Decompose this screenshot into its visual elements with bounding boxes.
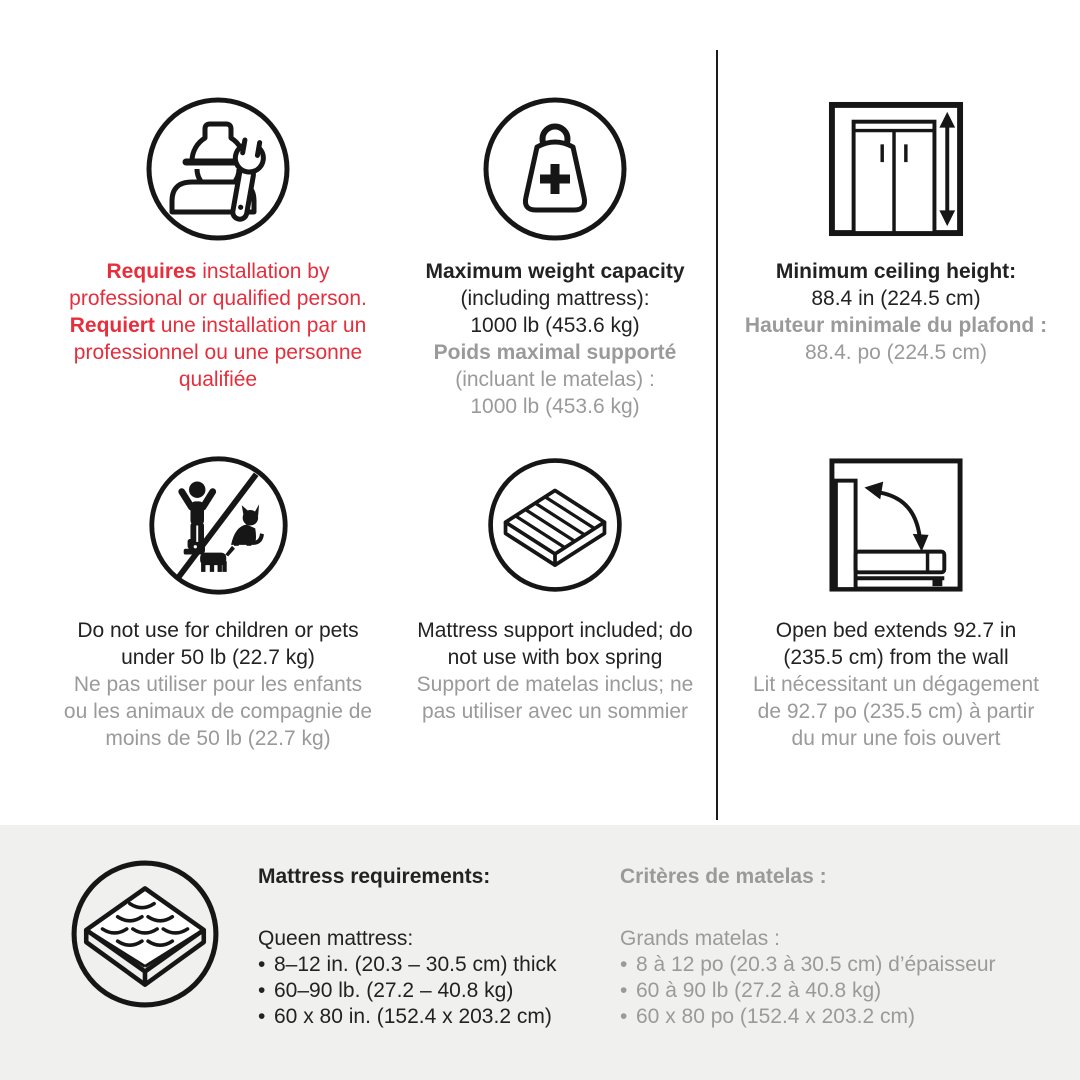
panel-open-bed bbox=[726, 455, 1066, 752]
children-text-fr-line1: Ne pas utiliser pour les enfants bbox=[73, 673, 363, 696]
support-text-fr-line1: Support de matelas inclus; ne bbox=[416, 673, 694, 696]
bullet-icon: • bbox=[258, 1005, 266, 1028]
weight-title-en: Maximum weight capacity bbox=[425, 260, 685, 283]
openbed-text-fr-line3: du mur une fois ouvert bbox=[791, 727, 1001, 750]
panel-no-children-pets bbox=[28, 455, 408, 752]
open-murphy-bed-icon bbox=[827, 455, 965, 595]
no-children-pets-icon bbox=[146, 455, 291, 595]
mattress-subtitle-fr: Grands matelas : bbox=[620, 927, 780, 950]
openbed-text-fr-line1: Lit nécessitant un dégagement bbox=[752, 673, 1040, 696]
install-text-fr-line2: professionnel ou une personne bbox=[73, 341, 363, 364]
panel-installation bbox=[28, 93, 408, 393]
bullet-icon: • bbox=[258, 953, 266, 976]
support-text-fr-line2: pas utiliser avec un sommier bbox=[421, 700, 689, 723]
openbed-text-fr-line2: de 92.7 po (235.5 cm) à partir bbox=[757, 700, 1035, 723]
weight-title-fr: Poids maximal supporté bbox=[433, 341, 677, 364]
ceiling-value-fr: 88.4. po (224.5 cm) bbox=[804, 341, 988, 364]
mattress-subtitle-en: Queen mattress: bbox=[258, 927, 414, 950]
worker-wrench-icon bbox=[143, 93, 293, 245]
panel-max-weight bbox=[385, 93, 725, 420]
children-text-fr-line2: ou les animaux de compagnie de bbox=[63, 700, 373, 723]
mattress-bullet-en-3: • 60 x 80 in. (152.4 x 203.2 cm) bbox=[258, 1005, 552, 1028]
openbed-text-en-line2: (235.5 cm) from the wall bbox=[783, 646, 1009, 669]
slat-platform-icon bbox=[485, 455, 625, 595]
mattress-icon bbox=[69, 858, 221, 1010]
panel-mattress-support bbox=[390, 455, 720, 725]
bullet-icon: • bbox=[620, 953, 628, 976]
mattress-bullet-fr-3: • 60 x 80 po (152.4 x 203.2 cm) bbox=[620, 1005, 915, 1028]
ceiling-value-en: 88.4 in (224.5 cm) bbox=[811, 287, 981, 310]
install-text-fr-line3: qualifiée bbox=[178, 368, 258, 391]
mattress-title-fr: Critères de matelas : bbox=[620, 865, 827, 888]
children-text-en-line1: Do not use for children or pets bbox=[77, 619, 359, 642]
ceiling-title-fr: Hauteur minimale du plafond : bbox=[744, 314, 1048, 337]
support-text-en-line1: Mattress support included; do bbox=[417, 619, 693, 642]
weight-value-fr: 1000 lb (453.6 kg) bbox=[470, 395, 640, 418]
bullet-icon: • bbox=[620, 1005, 628, 1028]
mattress-title-en: Mattress requirements: bbox=[258, 865, 491, 888]
weight-text-en-line2: (including mattress): bbox=[460, 287, 650, 310]
mattress-bullet-fr-2: • 60 à 90 lb (27.2 à 40.8 kg) bbox=[620, 979, 882, 1002]
bullet-icon: • bbox=[620, 979, 628, 1002]
children-text-fr-line3: moins de 50 lb (22.7 kg) bbox=[105, 727, 331, 750]
cabinet-height-arrow-icon bbox=[827, 93, 965, 245]
install-text-en-line1: Requires installation by bbox=[106, 260, 330, 283]
mattress-bullet-en-2: • 60–90 lb. (27.2 – 40.8 kg) bbox=[258, 979, 514, 1002]
mattress-bullet-en-1: • 8–12 in. (20.3 – 30.5 cm) thick bbox=[258, 953, 557, 976]
mattress-requirements-fr bbox=[620, 864, 996, 1030]
openbed-text-en-line1: Open bed extends 92.7 in bbox=[775, 619, 1017, 642]
ceiling-title-en: Minimum ceiling height: bbox=[775, 260, 1017, 283]
weight-text-fr-line2: (incluant le matelas) : bbox=[455, 368, 655, 391]
panel-ceiling-height bbox=[726, 93, 1066, 366]
install-text-en-line2: professional or qualified person. bbox=[69, 287, 367, 310]
support-text-en-line2: not use with box spring bbox=[447, 646, 663, 669]
bullet-icon: • bbox=[258, 979, 266, 1002]
install-text-fr-line1: Requiert une installation par un bbox=[69, 314, 367, 337]
mattress-bullet-fr-1: • 8 à 12 po (20.3 à 30.5 cm) d’épaisseur bbox=[620, 953, 996, 976]
weight-plus-icon bbox=[480, 93, 630, 245]
mattress-requirements-en bbox=[258, 864, 557, 1030]
weight-value-en: 1000 lb (453.6 kg) bbox=[470, 314, 640, 337]
children-text-en-line2: under 50 lb (22.7 kg) bbox=[121, 646, 315, 669]
